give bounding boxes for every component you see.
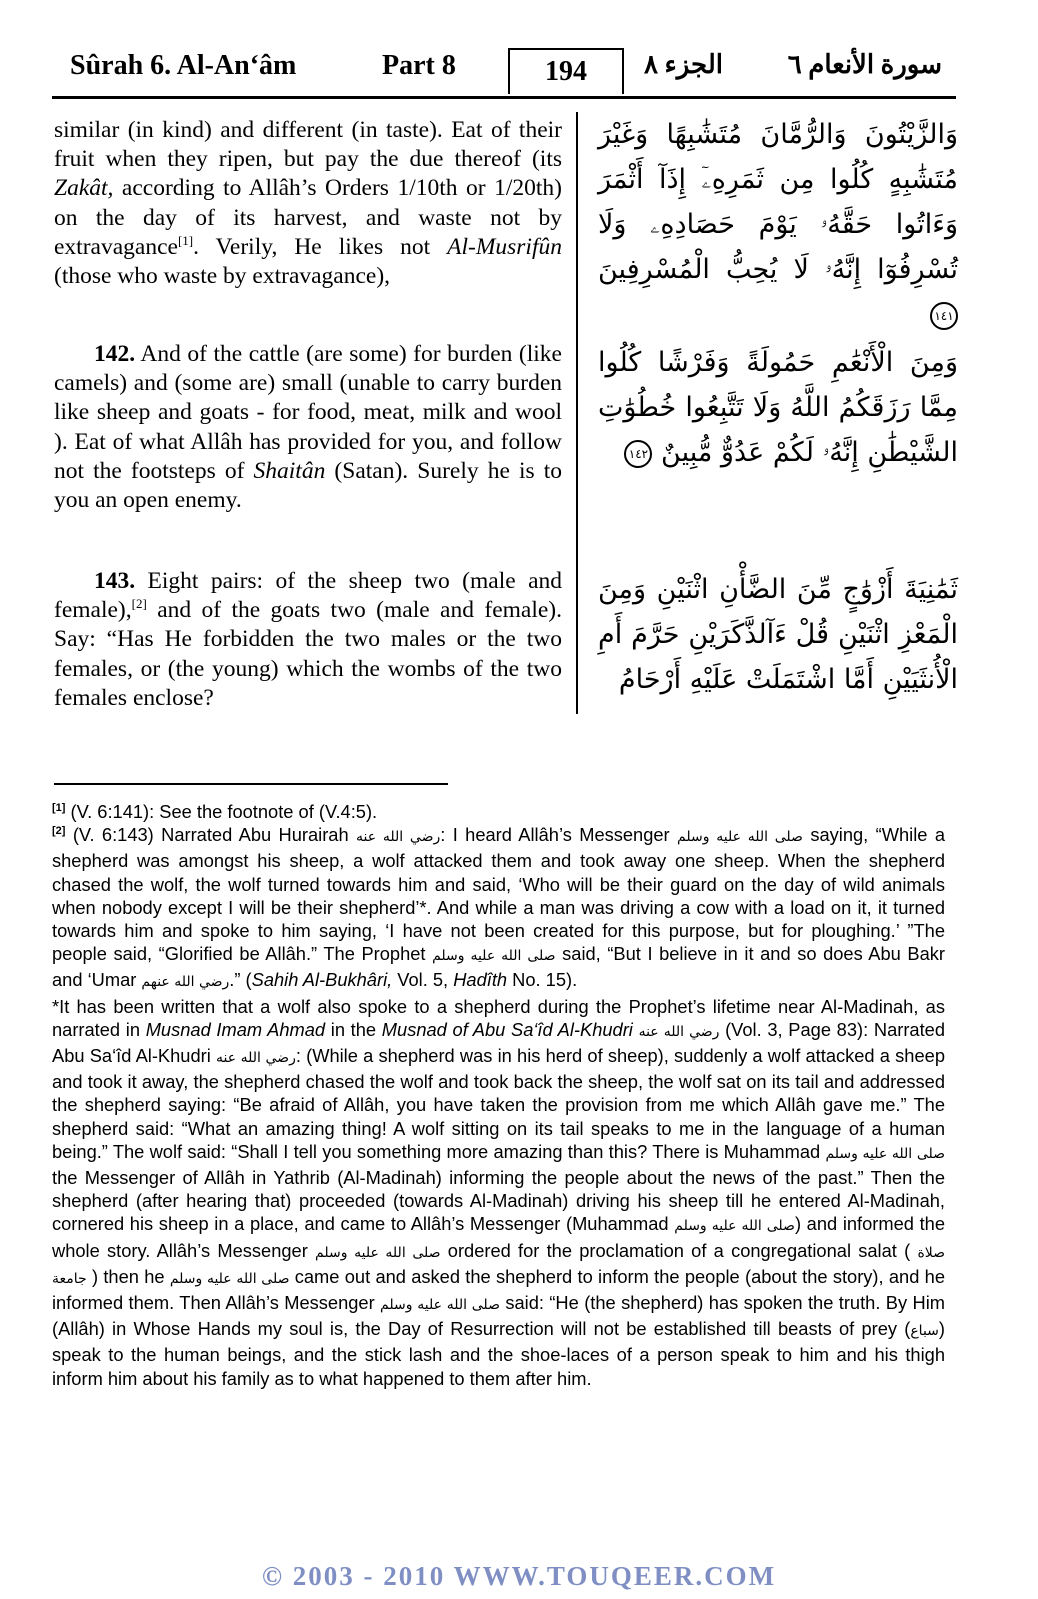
footnote-mark: [2] bbox=[52, 825, 66, 838]
verse-end-marker: ١٤١ bbox=[930, 302, 958, 330]
footnote-asterisk: *It has been written that a wolf also spoke to a shepherd during the Prophet’s lifetime near Al-Madinah, as narrated in Musnad Imam Ahmad in the Musnad of Abu Sa‘îd Al-Khudri رضي الله عنه (Vol. 3, Page 83): Narrated Abu Sa‘îd Al-Khudri رضي الله عنه: (While a shepherd was in his herd of sheep), suddenly a wolf attacked a sheep and took it away, the shepherd chased the wolf and took back the sheep, the wolf sat on its tail and addressed the shepherd saying: “Be afraid of Allâh, you have taken the provision from me which Allâh gave me.” The shepherd said: “What an amazing thing! A wolf sitting on its tail speaks to me in the language of a human being.” The wolf said: “Shall I tell you something more amazing than this? There is Muhammad صلى الله عليه وسلم the Messenger of Allâh in Yathrib (Al-Madinah) informing the people about the news of the past.” Then the shepherd (after hearing that) proceeded (towards Al-Madinah) driving his sheep till he entered Al-Madinah, cornered his sheep in a place, and came to Allâh’s Messenger (Muhammad صلى الله عليه وسلم) and informed the whole story. Allâh’s Messenger صلى الله عليه وسلم ordered for the proclamation of a congregational salat ( صلاة جامعة ) then he صلى الله عليه وسلم came out and asked the shepherd to inform the people (about the story), and he informed them. Then Allâh’s Messenger صلى الله عليه وسلم said: “He (the shepherd) has spoken the truth. By Him (Allâh) in Whose Hands my soul is, the Day of Resurrection will not be established till beasts of prey (سباع) speak to the human beings, and the stick lash and the shoe-laces of a person speak to him and his thigh inform him about his family as to what happened to them after him. bbox=[52, 995, 946, 1389]
arabic-verse-142: وَمِنَ الْأَنْعَٰمِ حَمُولَةً وَفَرْشًا كُلُوا مِمَّا رَزَقَكُمُ اللَّهُ وَلَا تَتَّبِعُوا خُطُوَٰتِ الشَّيْطَٰنِ إِنَّهُۥ لَكُمْ عَدُوٌّ مُّبِينٌ ١٤٢ bbox=[598, 347, 958, 468]
translation-paragraph-141: similar (in kind) and different (in taste). Eat of their fruit when they ripen, but pay the due thereof (its Zakât, according to Allâh’s Orders 1/10th or 1/20th) on the day of its harvest, and waste not by extravagance[1]. Verily, He likes not Al-Musrifûn (those who waste by extravagance), bbox=[54, 117, 562, 290]
footnotes bbox=[52, 800, 945, 1390]
copyright-notice: © 2003 - 2010 WWW.TOUQEER.COM bbox=[261, 1561, 777, 1591]
surah-title-arabic: سورة الأنعام ٦ bbox=[787, 50, 942, 79]
footnote-1: [1] (V. 6:141): See the footnote of (V.4:5). bbox=[52, 801, 378, 822]
translation-verse-143: 143. Eight pairs: of the sheep two (male and female),[2] and of the goats two (male and female). Say: “Has He forbidden the two males or the two females, or (the young) which the wombs of the two females enclose? bbox=[54, 568, 562, 711]
arabic-verse-143: ثَمَٰنِيَةَ أَزْوَٰجٍ مِّنَ الضَّأْنِ اثْنَيْنِ وَمِنَ الْمَعْزِ اثْنَيْنِ قُلْ ءَآلذَّكَرَيْنِ حَرَّمَ أَمِ الْأُنثَيَيْنِ أَمَّا اشْتَمَلَتْ عَلَيْهِ أَرْحَامُ bbox=[598, 574, 958, 695]
part-label-arabic: الجزء ٨ bbox=[644, 50, 723, 79]
verse-end-marker: ١٤٢ bbox=[624, 440, 652, 468]
part-label-english: Part 8 bbox=[382, 50, 456, 81]
footnote-mark: [1] bbox=[52, 801, 66, 814]
footnote-ref-2[interactable]: [2] bbox=[131, 596, 147, 612]
footnote-separator bbox=[54, 783, 448, 785]
column-divider bbox=[576, 112, 578, 714]
footnote-2: [2] (V. 6:143) Narrated Abu Hurairah رضي الله عنه: I heard Allâh’s Messenger صلى الله عليه وسلم saying, “While a shepherd was amongst his sheep, a wolf attacked them and took away one sheep. When the shepherd chased the wolf, the wolf turned towards him and said, ‘Who will be their guard on the day of wild animals when nobody except I will be their shepherd’*. And while a man was driving a cow with a load on it, it turned towards him and spoke to him saying, ‘I have not been created for this purpose, but for ploughing.’ ”The people said, “Glorified be Allâh.” The Prophet صلى الله عليه وسلم said, “But I believe in it and so does Abu Bakr and ‘Umar رضي الله عنهم.” (Sahih Al-Bukhâri, Vol. 5, Hadîth No. 15). bbox=[52, 824, 945, 991]
arabic-verse-141: وَالزَّيْتُونَ وَالرُّمَّانَ مُتَشَٰبِهًا وَغَيْرَ مُتَشَٰبِهٍ كُلُوا مِن ثَمَرِهِۦٓ إِذَآ أَثْمَرَ وَءَاتُوا حَقَّهُۥ يَوْمَ حَصَادِهِۦ وَلَا تُسْرِفُوٓا إِنَّهُۥ لَا يُحِبُّ الْمُسْرِفِينَ ١٤١ bbox=[598, 112, 958, 337]
footnote-ref-1[interactable]: [1] bbox=[177, 232, 194, 248]
page-number: 194 bbox=[508, 48, 624, 94]
translation-verse-142: 142. And of the cattle (are some) for burden (like camels) and (some are) small (unable to carry burden like sheep and goats - for food, meat, milk and wool ). Eat of what Allâh has provided for you, and follow not the footsteps of Shaitân (Satan). Surely he is to you an open enemy. bbox=[54, 341, 563, 514]
verse-number: 143. bbox=[94, 568, 136, 594]
page-header bbox=[52, 48, 956, 99]
surah-title-english: Sûrah 6. Al-An‘âm bbox=[70, 50, 297, 81]
verse-number: 142. bbox=[94, 341, 136, 367]
